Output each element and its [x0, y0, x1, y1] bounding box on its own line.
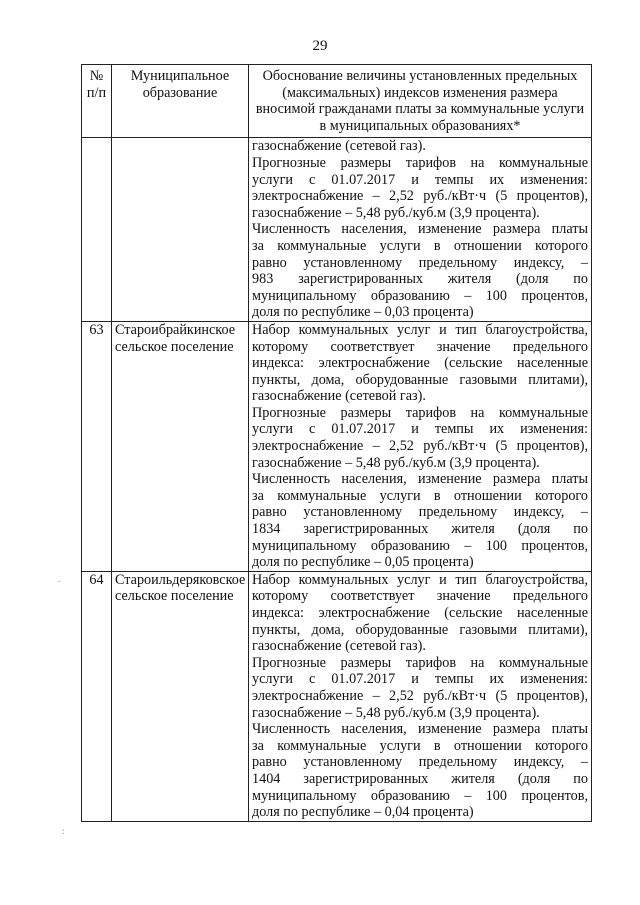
text-line: газоснабжение (сетевой газ). — [252, 388, 426, 405]
text-line: равно установленному предельному индексу, – — [252, 254, 588, 271]
text-line: 983 зарегистрированных жителя (доля по — [252, 271, 588, 288]
text-line: доля по республике – 0,03 процента) — [252, 304, 474, 321]
text-line: услуги с 01.07.2017 и темпы их изменения: — [252, 171, 588, 188]
text-line: Численность населения, изменение размера платы — [252, 221, 588, 238]
row-municipality: Староильдеряковское сельское поселение — [112, 571, 249, 821]
text-line: Прогнозные размеры тарифов на коммунальные — [252, 404, 588, 421]
text-line: услуги с 01.07.2017 и темпы их изменения: — [252, 671, 588, 688]
text-line: муниципальному образованию – 100 процентов, — [252, 287, 588, 304]
text-line: электроснабжение – 2,52 руб./кВт·ч (5 процентов), — [252, 188, 588, 205]
text-line: доля по республике – 0,04 процента) — [252, 804, 474, 821]
text-line: за коммунальные услуги в отношении которого — [252, 237, 588, 254]
text-line: газоснабжение – 5,48 руб./куб.м (3,9 процента). — [252, 454, 540, 471]
text-line: муниципальному образованию – 100 процентов, — [252, 537, 588, 554]
text-line: пункты, дома, оборудованные газовыми плитами), — [252, 621, 588, 638]
text-line: муниципальному образованию – 100 процентов, — [252, 787, 588, 804]
header-municipality: Муниципальное образование — [112, 65, 249, 138]
table-row — [82, 321, 592, 571]
text-line: Численность населения, изменение размера платы — [252, 721, 588, 738]
text-line: равно установленному предельному индексу, – — [252, 504, 588, 521]
text-line: индекса: электроснабжение (сельские населенные — [252, 355, 588, 372]
margin-mark: : — [62, 826, 65, 836]
text-line: газоснабжение (сетевой газ). — [252, 638, 426, 655]
text-line: Набор коммунальных услуг и тип благоустройства, — [252, 571, 588, 588]
text-line: услуги с 01.07.2017 и темпы их изменения: — [252, 421, 588, 438]
page-number: 29 — [312, 38, 328, 54]
table-header-row — [82, 65, 592, 138]
row-num: 64 — [82, 571, 112, 821]
text-line: Прогнозные размеры тарифов на коммунальные — [252, 154, 588, 171]
justification-table — [81, 64, 592, 822]
text-line: 1404 зарегистрированных жителя (доля по — [252, 770, 588, 787]
text-line: за коммунальные услуги в отношении которого — [252, 487, 588, 504]
row-num-empty — [82, 138, 112, 322]
row-num: 63 — [82, 321, 112, 571]
table-row — [82, 571, 592, 821]
text-line: Численность населения, изменение размера платы — [252, 471, 588, 488]
row-municipality: Староибрайкинское сельское поселение — [112, 321, 249, 571]
row-municipality-empty — [112, 138, 249, 322]
header-num: № п/п — [82, 65, 112, 138]
text-line: 1834 зарегистрированных жителя (доля по — [252, 521, 588, 538]
text-line: газоснабжение – 5,48 руб./куб.м (3,9 процента). — [252, 704, 540, 721]
text-line: равно установленному предельному индексу, – — [252, 754, 588, 771]
margin-mark: . — [58, 574, 61, 584]
text-line: доля по республике – 0,05 процента) — [252, 554, 474, 571]
text-line: пункты, дома, оборудованные газовыми плитами), — [252, 371, 588, 388]
row-justification — [249, 138, 592, 322]
text-line: которому соответствует значение предельного — [252, 338, 588, 355]
row-justification — [249, 571, 592, 821]
row-justification — [249, 321, 592, 571]
text-line: электроснабжение – 2,52 руб./кВт·ч (5 процентов), — [252, 438, 588, 455]
text-line: электроснабжение – 2,52 руб./кВт·ч (5 процентов), — [252, 687, 588, 704]
text-line: Набор коммунальных услуг и тип благоустройства, — [252, 321, 588, 338]
text-line: Прогнозные размеры тарифов на коммунальные — [252, 654, 588, 671]
table-row-continuation — [82, 138, 592, 322]
text-line: которому соответствует значение предельного — [252, 588, 588, 605]
gas-line: газоснабжение (сетевой газ). — [252, 138, 426, 155]
text-line: газоснабжение – 5,48 руб./куб.м (3,9 процента). — [252, 204, 540, 221]
header-justification: Обоснование величины установленных предельных (максимальных) индексов изменения размера вносимой гражданами платы за коммунальные услуги в муниципальных образованиях* — [249, 65, 592, 138]
text-line: индекса: электроснабжение (сельские населенные — [252, 605, 588, 621]
text-line: за коммунальные услуги в отношении которого — [252, 737, 588, 754]
